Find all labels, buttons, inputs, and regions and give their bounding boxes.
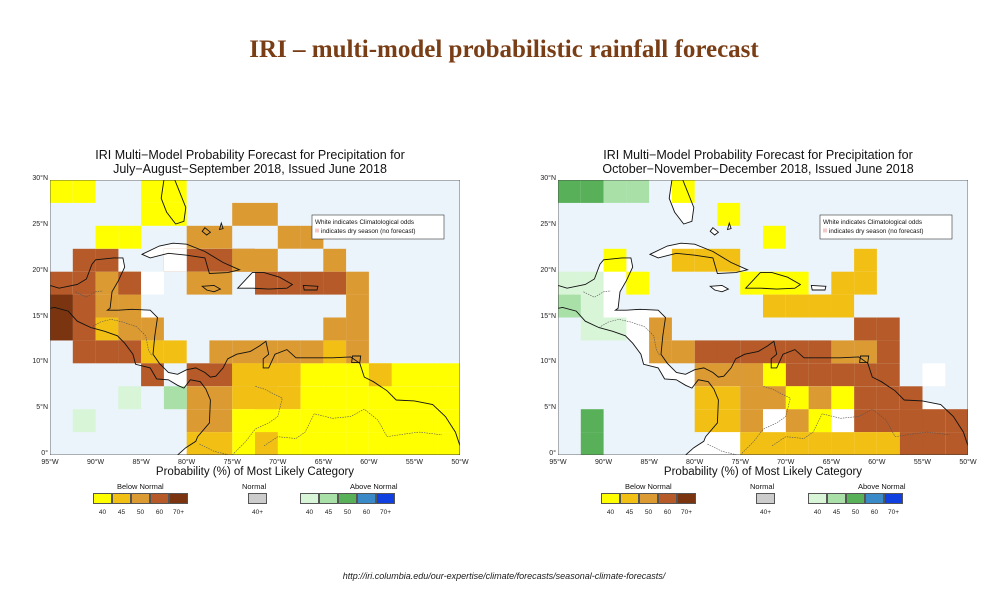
lat-tick-label: 25°N (540, 220, 556, 228)
forecast-cell (96, 318, 119, 341)
forecast-cell (209, 249, 232, 272)
above-normal-swatch (300, 493, 319, 504)
above-normal-tick-label: 60 (362, 509, 371, 516)
legend-dry-season-text: indicates dry season (no forecast) (829, 228, 924, 235)
lon-tick-label: 55°W (913, 459, 932, 466)
forecast-cell (717, 203, 740, 226)
forecast-cell (255, 386, 278, 409)
below-normal-swatch (150, 493, 169, 504)
forecast-cell (73, 295, 96, 318)
forecast-cell (369, 409, 392, 432)
dry-season-swatch (315, 229, 319, 233)
above-normal-swatch (846, 493, 865, 504)
forecast-cell (626, 180, 649, 203)
forecast-cell (854, 272, 877, 295)
normal-tick-label: 40+ (251, 509, 264, 516)
forecast-cell (717, 249, 740, 272)
forecast-cell (73, 272, 96, 295)
forecast-cell (164, 340, 187, 363)
forecast-cell (854, 386, 877, 409)
forecast-cell (301, 386, 324, 409)
forecast-cell (392, 363, 415, 386)
forecast-cell (695, 363, 718, 386)
forecast-cell (809, 432, 832, 455)
forecast-cell (141, 180, 164, 203)
forecast-cell (763, 226, 786, 249)
lat-tick-label: 0° (549, 450, 556, 457)
forecast-cell (118, 272, 141, 295)
below-normal-tick-label: 60 (155, 509, 164, 516)
forecast-cell (581, 295, 604, 318)
below-normal-swatch (169, 493, 188, 504)
forecast-cell (604, 249, 627, 272)
source-url: http://iri.columbia.edu/our-expertise/climate/forecasts/seasonal-climate-forecasts/ (342, 571, 666, 581)
forecast-cell (141, 340, 164, 363)
forecast-cell (164, 249, 187, 272)
lon-tick-label: 80°W (686, 459, 704, 466)
forecast-cell (301, 272, 324, 295)
forecast-cell (118, 226, 141, 249)
forecast-cell (255, 409, 278, 432)
below-normal-tick-label: 40 (98, 509, 107, 516)
panel-title-line1: IRI Multi−Model Probability Forecast for Precipitation for (95, 148, 405, 162)
lat-tick-label: 15°N (32, 312, 48, 320)
forecast-cell (346, 318, 369, 341)
forecast-cell (278, 226, 301, 249)
forecast-cell (96, 295, 119, 318)
above-normal-swatch (357, 493, 376, 504)
forecast-panel-jas (20, 140, 469, 530)
lat-tick-label: 25°N (32, 220, 48, 228)
forecast-cell (854, 363, 877, 386)
forecast-cell (209, 340, 232, 363)
forecast-cell (786, 432, 809, 455)
above-normal-swatch (808, 493, 827, 504)
forecast-cell (232, 409, 255, 432)
normal-tick-label: 40+ (759, 509, 772, 516)
forecast-cell (831, 386, 854, 409)
forecast-cell (164, 203, 187, 226)
above-normal-tick-label: 45 (324, 509, 333, 516)
forecast-cell (763, 295, 786, 318)
below-normal-swatch (131, 493, 150, 504)
forecast-cell (369, 386, 392, 409)
panel-title-line2: July−August−September 2018, Issued June 2018 (113, 162, 387, 176)
x-axis-title: Probability (%) of Most Likely Category (663, 466, 863, 478)
forecast-cell (717, 340, 740, 363)
forecast-cell (369, 363, 392, 386)
forecast-cell (346, 295, 369, 318)
above-normal-label: Above Normal (858, 482, 906, 491)
forecast-cell (278, 432, 301, 455)
forecast-cell (831, 272, 854, 295)
forecast-cell (209, 363, 232, 386)
forecast-cell (877, 318, 900, 341)
forecast-cell (392, 386, 415, 409)
lon-tick-label: 55°W (405, 459, 424, 466)
below-normal-swatch (112, 493, 131, 504)
forecast-cell (581, 180, 604, 203)
lat-tick-label: 20°N (32, 266, 48, 274)
lon-tick-label: 60°W (360, 459, 378, 466)
forecast-cell (854, 249, 877, 272)
forecast-cell (164, 386, 187, 409)
forecast-cell (786, 363, 809, 386)
forecast-cell (209, 409, 232, 432)
forecast-cell (323, 363, 346, 386)
above-normal-tick-label: 40 (305, 509, 314, 516)
forecast-cell (118, 295, 141, 318)
forecast-cell (626, 272, 649, 295)
above-normal-swatch (338, 493, 357, 504)
forecast-cell (581, 409, 604, 432)
forecast-cell (581, 272, 604, 295)
below-normal-swatch (93, 493, 112, 504)
forecast-cell (232, 203, 255, 226)
forecast-cell (50, 180, 73, 203)
below-normal-tick-label: 60 (663, 509, 672, 516)
forecast-map-ond (558, 180, 968, 455)
above-normal-tick-label: 40 (813, 509, 822, 516)
lat-tick-label: 10°N (540, 358, 556, 366)
forecast-cell (740, 272, 763, 295)
forecast-cell (187, 272, 210, 295)
forecast-cell (717, 386, 740, 409)
legend-dry-season-text: indicates dry season (no forecast) (321, 228, 416, 235)
forecast-cell (118, 386, 141, 409)
forecast-cell (649, 340, 672, 363)
forecast-cell (73, 249, 96, 272)
forecast-cell (392, 409, 415, 432)
forecast-cell (414, 363, 437, 386)
forecast-cell (118, 318, 141, 341)
forecast-cell (414, 432, 437, 455)
forecast-cell (922, 363, 945, 386)
forecast-cell (763, 432, 786, 455)
forecast-cell (717, 363, 740, 386)
forecast-map-jas (50, 180, 460, 455)
forecast-cell (187, 363, 210, 386)
forecast-cell (209, 386, 232, 409)
forecast-cell (301, 363, 324, 386)
lon-tick-label: 75°W (731, 459, 749, 466)
below-normal-swatch (677, 493, 696, 504)
forecast-cell (809, 409, 832, 432)
lon-tick-label: 90°W (594, 459, 613, 466)
lat-tick-label: 30°N (32, 175, 48, 182)
forecast-cell (232, 363, 255, 386)
normal-label: Normal (750, 482, 775, 491)
forecast-cell (854, 432, 877, 455)
forecast-cell (922, 409, 945, 432)
forecast-cell (50, 272, 73, 295)
below-normal-swatch (658, 493, 677, 504)
lat-tick-label: 15°N (540, 312, 556, 320)
forecast-cell (164, 180, 187, 203)
forecast-cell (73, 318, 96, 341)
above-normal-tick-label: 45 (832, 509, 841, 516)
forecast-cell (50, 318, 73, 341)
lat-tick-label: 5°N (544, 404, 556, 412)
lon-tick-label: 95°W (549, 459, 567, 466)
forecast-cell (831, 409, 854, 432)
below-normal-tick-label: 50 (644, 509, 653, 516)
panel-title-line2: October−November−December 2018, Issued June 2018 (602, 162, 914, 176)
above-normal-swatch (827, 493, 846, 504)
below-normal-tick-label: 50 (136, 509, 145, 516)
lat-tick-label: 10°N (32, 358, 48, 366)
above-normal-label: Above Normal (350, 482, 398, 491)
forecast-cell (50, 295, 73, 318)
forecast-cell (831, 363, 854, 386)
forecast-cell (73, 409, 96, 432)
above-normal-swatch (884, 493, 903, 504)
lon-tick-label: 65°W (314, 459, 332, 466)
forecast-cell (346, 340, 369, 363)
above-normal-swatch (319, 493, 338, 504)
forecast-cell (900, 386, 923, 409)
forecast-cell (558, 295, 581, 318)
forecast-cell (763, 386, 786, 409)
forecast-cell (323, 432, 346, 455)
lon-tick-label: 60°W (868, 459, 886, 466)
x-axis-title: Probability (%) of Most Likely Category (155, 466, 355, 478)
forecast-cell (763, 409, 786, 432)
forecast-cell (740, 409, 763, 432)
panel-title-line1: IRI Multi−Model Probability Forecast for Precipitation for (603, 148, 913, 162)
lon-tick-label: 75°W (223, 459, 241, 466)
lon-tick-label: 70°W (777, 459, 795, 466)
forecast-cell (831, 340, 854, 363)
forecast-cell (73, 340, 96, 363)
forecast-cell (73, 180, 96, 203)
above-normal-tick-label: 50 (343, 509, 352, 516)
forecast-cell (900, 409, 923, 432)
forecast-cell (437, 386, 460, 409)
above-normal-tick-label: 60 (870, 509, 879, 516)
forecast-cell (604, 318, 627, 341)
forecast-cell (278, 363, 301, 386)
forecast-cell (96, 340, 119, 363)
lat-tick-label: 20°N (540, 266, 556, 274)
forecast-cell (581, 318, 604, 341)
forecast-cell (649, 318, 672, 341)
lon-tick-label: 50°W (959, 459, 977, 466)
forecast-cell (877, 409, 900, 432)
forecast-cell (854, 340, 877, 363)
below-normal-tick-label: 45 (625, 509, 634, 516)
lon-tick-label: 80°W (178, 459, 196, 466)
forecast-cell (323, 318, 346, 341)
forecast-cell (877, 340, 900, 363)
forecast-cell (301, 409, 324, 432)
normal-label: Normal (242, 482, 267, 491)
forecast-cell (558, 180, 581, 203)
forecast-cell (809, 295, 832, 318)
forecast-cell (786, 409, 809, 432)
lon-tick-label: 95°W (41, 459, 59, 466)
forecast-cell (740, 340, 763, 363)
forecast-cell (672, 340, 695, 363)
forecast-cell (278, 409, 301, 432)
forecast-cell (581, 432, 604, 455)
forecast-cell (187, 409, 210, 432)
forecast-cell (232, 386, 255, 409)
forecast-cell (255, 272, 278, 295)
forecast-cell (877, 386, 900, 409)
forecast-cell (877, 432, 900, 455)
forecast-cell (141, 272, 164, 295)
forecast-cell (323, 386, 346, 409)
forecast-cell (323, 249, 346, 272)
forecast-cell (763, 363, 786, 386)
forecast-cell (346, 432, 369, 455)
forecast-cell (740, 386, 763, 409)
forecast-cell (604, 180, 627, 203)
lat-tick-label: 5°N (36, 404, 48, 412)
forecast-cell (786, 295, 809, 318)
forecast-cell (232, 340, 255, 363)
below-normal-label: Below Normal (117, 482, 164, 491)
forecast-cell (437, 363, 460, 386)
forecast-cell (809, 340, 832, 363)
forecast-cell (854, 318, 877, 341)
forecast-cell (740, 363, 763, 386)
forecast-cell (695, 340, 718, 363)
lon-tick-label: 70°W (269, 459, 287, 466)
forecast-cell (255, 363, 278, 386)
above-normal-swatch (376, 493, 395, 504)
forecast-cell (255, 203, 278, 226)
forecast-cell (323, 409, 346, 432)
above-normal-swatch (865, 493, 884, 504)
forecast-cell (346, 272, 369, 295)
above-normal-tick-label: 70+ (887, 509, 900, 516)
dry-season-swatch (823, 229, 827, 233)
forecast-cell (301, 432, 324, 455)
forecast-cell (831, 432, 854, 455)
lon-tick-label: 85°W (640, 459, 658, 466)
lon-tick-label: 65°W (822, 459, 840, 466)
forecast-cell (96, 226, 119, 249)
below-normal-label: Below Normal (625, 482, 672, 491)
forecast-cell (809, 386, 832, 409)
lon-tick-label: 85°W (132, 459, 150, 466)
forecast-cell (763, 272, 786, 295)
forecast-cell (323, 272, 346, 295)
forecast-cell (141, 203, 164, 226)
map-legend-box (312, 215, 444, 239)
lon-tick-label: 50°W (451, 459, 469, 466)
forecast-cell (672, 249, 695, 272)
lat-tick-label: 0° (41, 450, 48, 457)
forecast-cell (558, 272, 581, 295)
forecast-cell (809, 363, 832, 386)
below-normal-tick-label: 70+ (172, 509, 185, 516)
lat-tick-label: 30°N (540, 175, 556, 182)
forecast-cell (301, 340, 324, 363)
forecast-cell (346, 386, 369, 409)
forecast-cell (414, 409, 437, 432)
forecast-cell (96, 249, 119, 272)
forecast-cell (922, 432, 945, 455)
forecast-cell (209, 432, 232, 455)
slide-title: IRI – multi-model probabilistic rainfall forecast (249, 36, 759, 63)
forecast-cell (672, 180, 695, 203)
forecast-cell (323, 340, 346, 363)
forecast-cell (255, 432, 278, 455)
map-legend-box (820, 215, 952, 239)
forecast-cell (831, 295, 854, 318)
below-normal-swatch (620, 493, 639, 504)
forecast-cell (346, 363, 369, 386)
below-normal-tick-label: 40 (606, 509, 615, 516)
lon-tick-label: 90°W (86, 459, 105, 466)
legend-climatological-text: White indicates Climatological odds (823, 219, 923, 226)
above-normal-tick-label: 50 (851, 509, 860, 516)
below-normal-tick-label: 70+ (680, 509, 693, 516)
forecast-panel-ond (528, 140, 977, 530)
forecast-cell (369, 432, 392, 455)
forecast-cell (255, 249, 278, 272)
forecast-cell (877, 363, 900, 386)
normal-swatch (756, 493, 775, 504)
below-normal-tick-label: 45 (117, 509, 126, 516)
normal-swatch (248, 493, 267, 504)
below-normal-swatch (639, 493, 658, 504)
forecast-cell (118, 340, 141, 363)
forecast-cell (717, 409, 740, 432)
below-normal-swatch (601, 493, 620, 504)
legend-climatological-text: White indicates Climatological odds (315, 219, 415, 226)
above-normal-tick-label: 70+ (379, 509, 392, 516)
forecast-cell (695, 409, 718, 432)
forecast-cell (141, 318, 164, 341)
